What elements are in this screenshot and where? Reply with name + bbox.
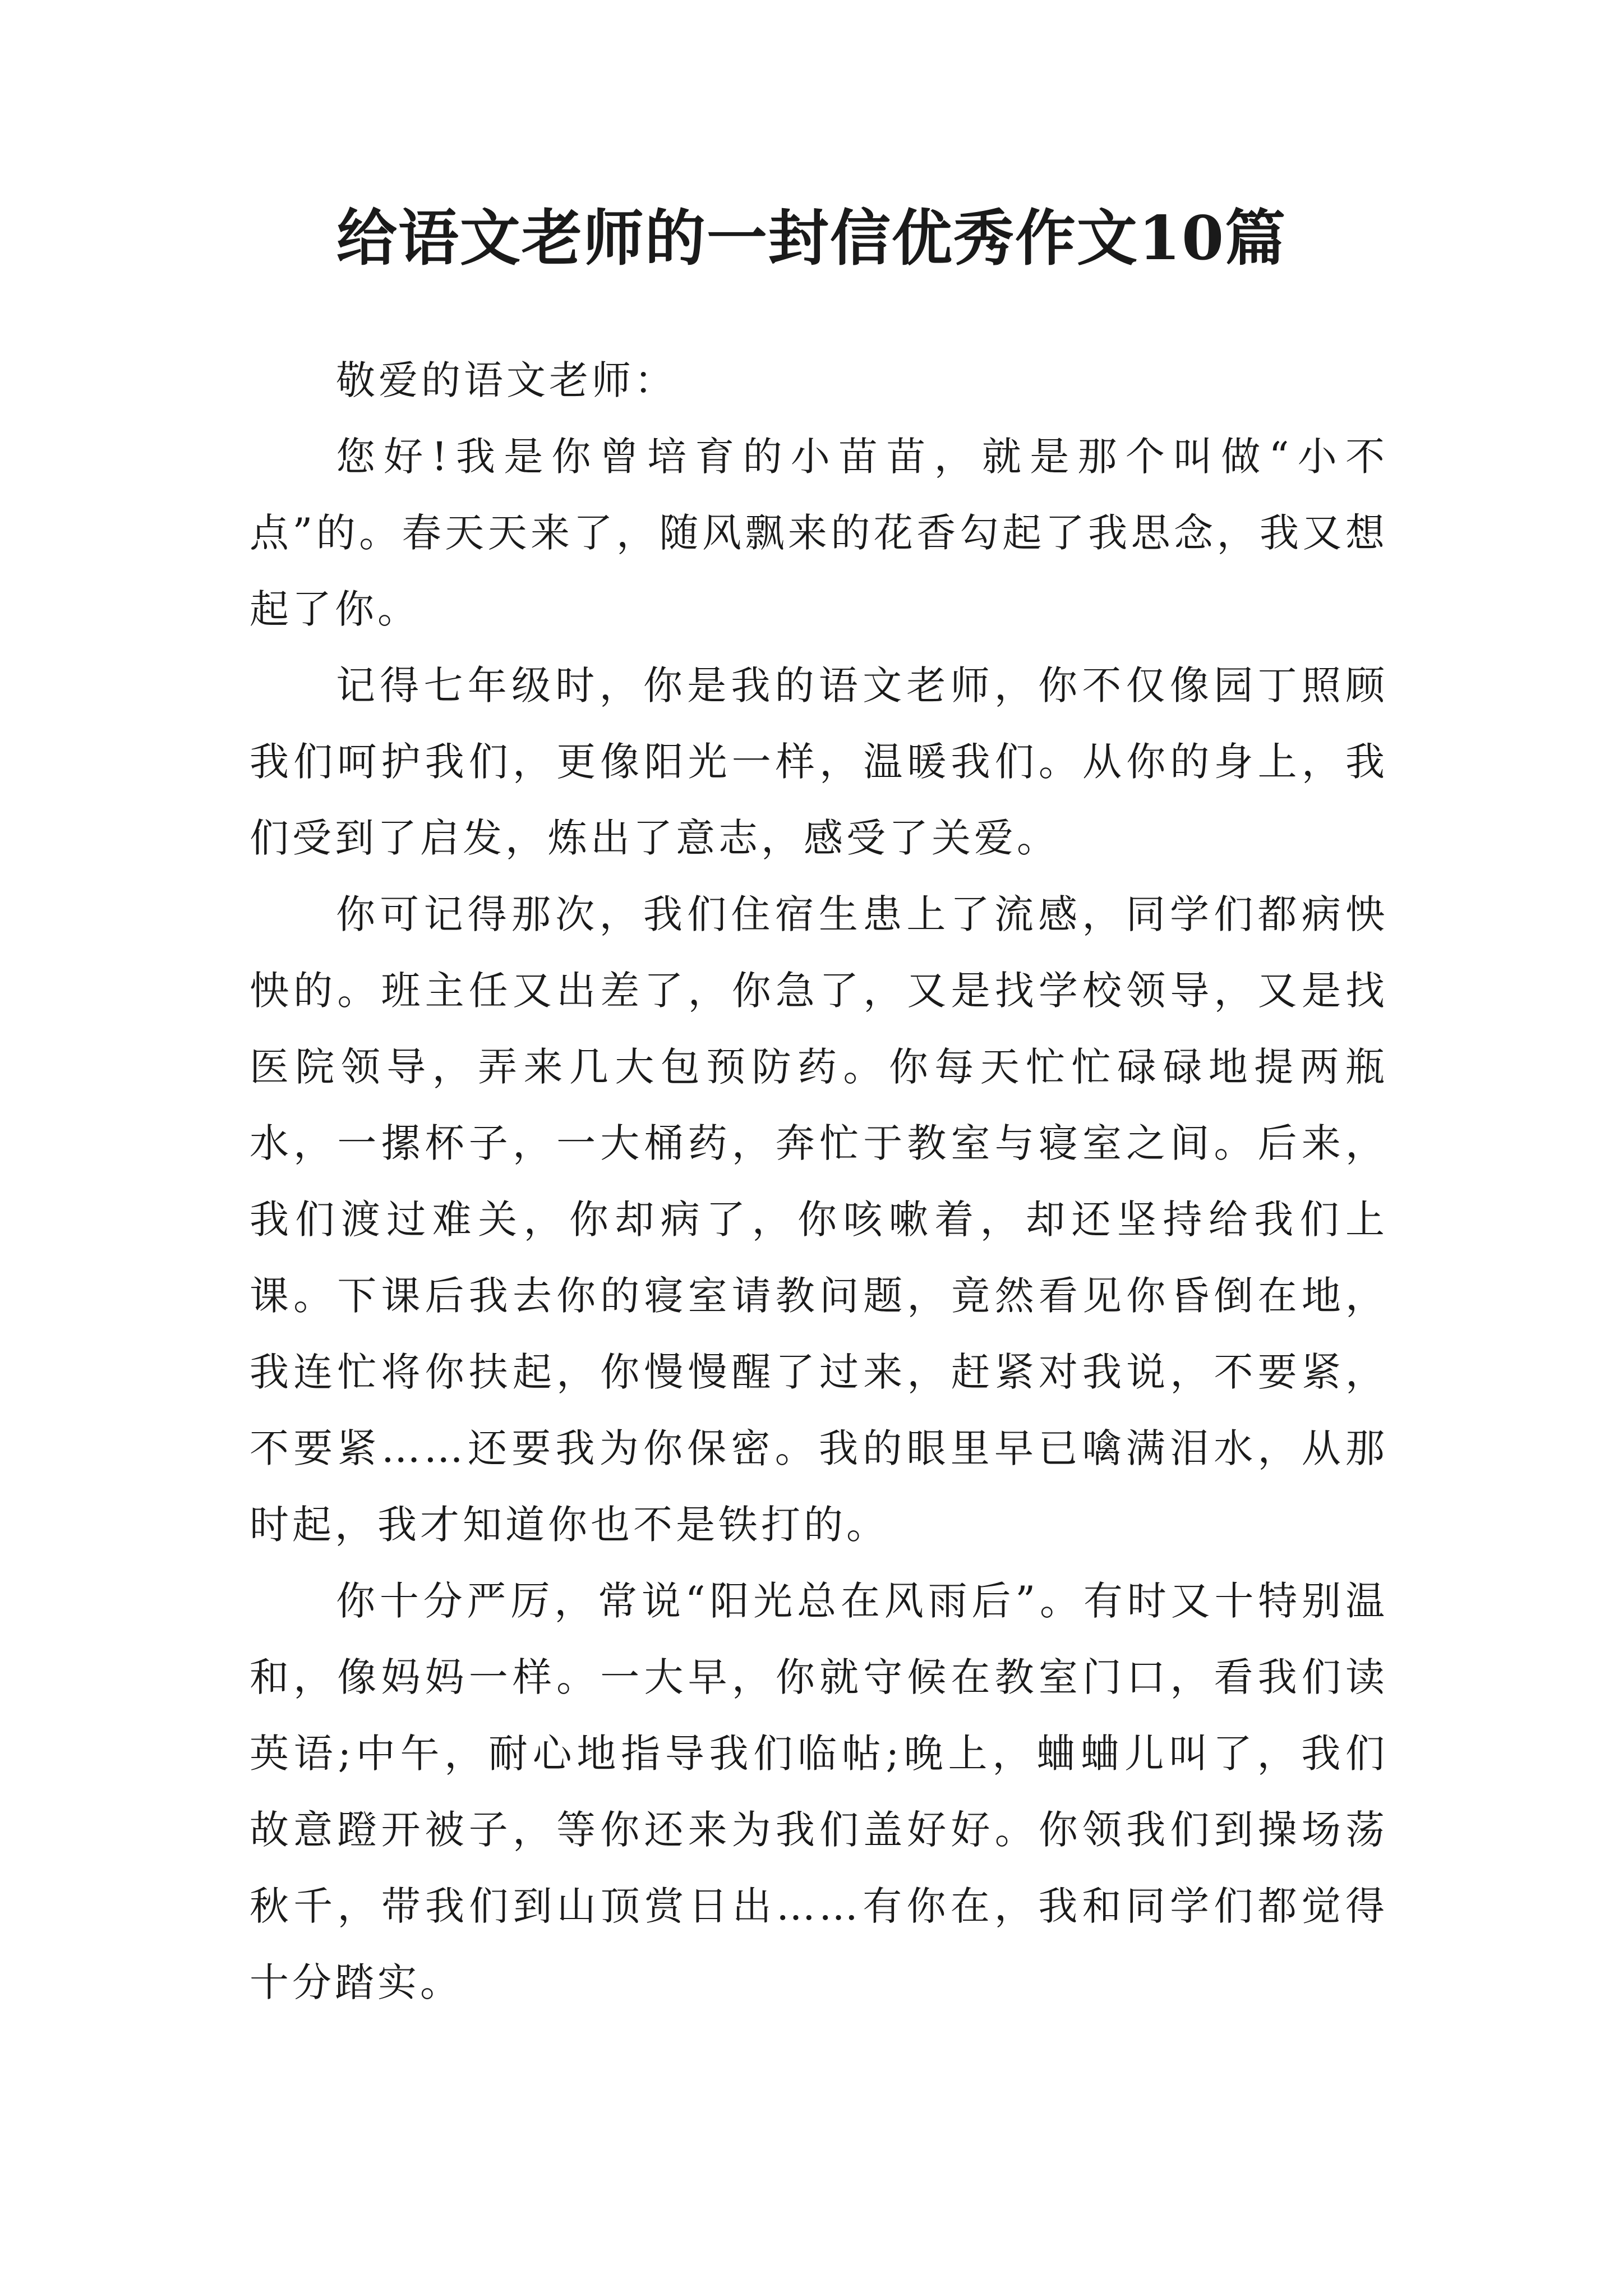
salutation: 敬爱的语文老师： (336, 357, 677, 403)
paragraph: 记得七年级时，你是我的语文老师，你不仅像园丁照顾我们呵护我们，更像阳光一样，温暖我们。从你的身上，我们受到了启发，炼出了意志，感受了关爱。 (250, 662, 1388, 861)
document-body (250, 342, 1388, 2021)
document-title: 给语文老师的一封信优秀作文10篇 (336, 203, 1287, 274)
paragraph: 你可记得那次，我们住宿生患上了流感，同学们都病怏怏的。班主任又出差了，你急了，又是找学校领导，又是找医院领导，弄来几大包预防药。你每天忙忙碌碌地提两瓶水，一摞杯子，一大桶药，奔忙于教室与寝室之间。后来，我们渡过难关，你却病了，你咳嗽着，却还坚持给我们上课。下课后我去你的寝室请教问题，竟然看见你昏倒在地，我连忙将你扶起，你慢慢醒了过来，赶紧对我说，不要紧，不要紧……还要我为你保密。我的眼里早已噙满泪水，从那时起，我才知道你也不是铁打的。 (250, 891, 1388, 1548)
paragraph: 您好!我是你曾培育的小苗苗，就是那个叫做“小不点”的。春天天来了，随风飘来的花香勾起了我思念，我又想起了你。 (250, 434, 1388, 632)
paragraph: 你十分严厉，常说“阳光总在风雨后”。有时又十特别温和，像妈妈一样。一大早，你就守候在教室门口，看我们读英语;中午，耐心地指导我们临帖;晚上，蛐蛐儿叫了，我们故意蹬开被子，等你还来为我们盖好好。你领我们到操场荡秋千，带我们到山顶赏日出……有你在，我和同学们都觉得十分踏实。 (250, 1578, 1388, 2005)
